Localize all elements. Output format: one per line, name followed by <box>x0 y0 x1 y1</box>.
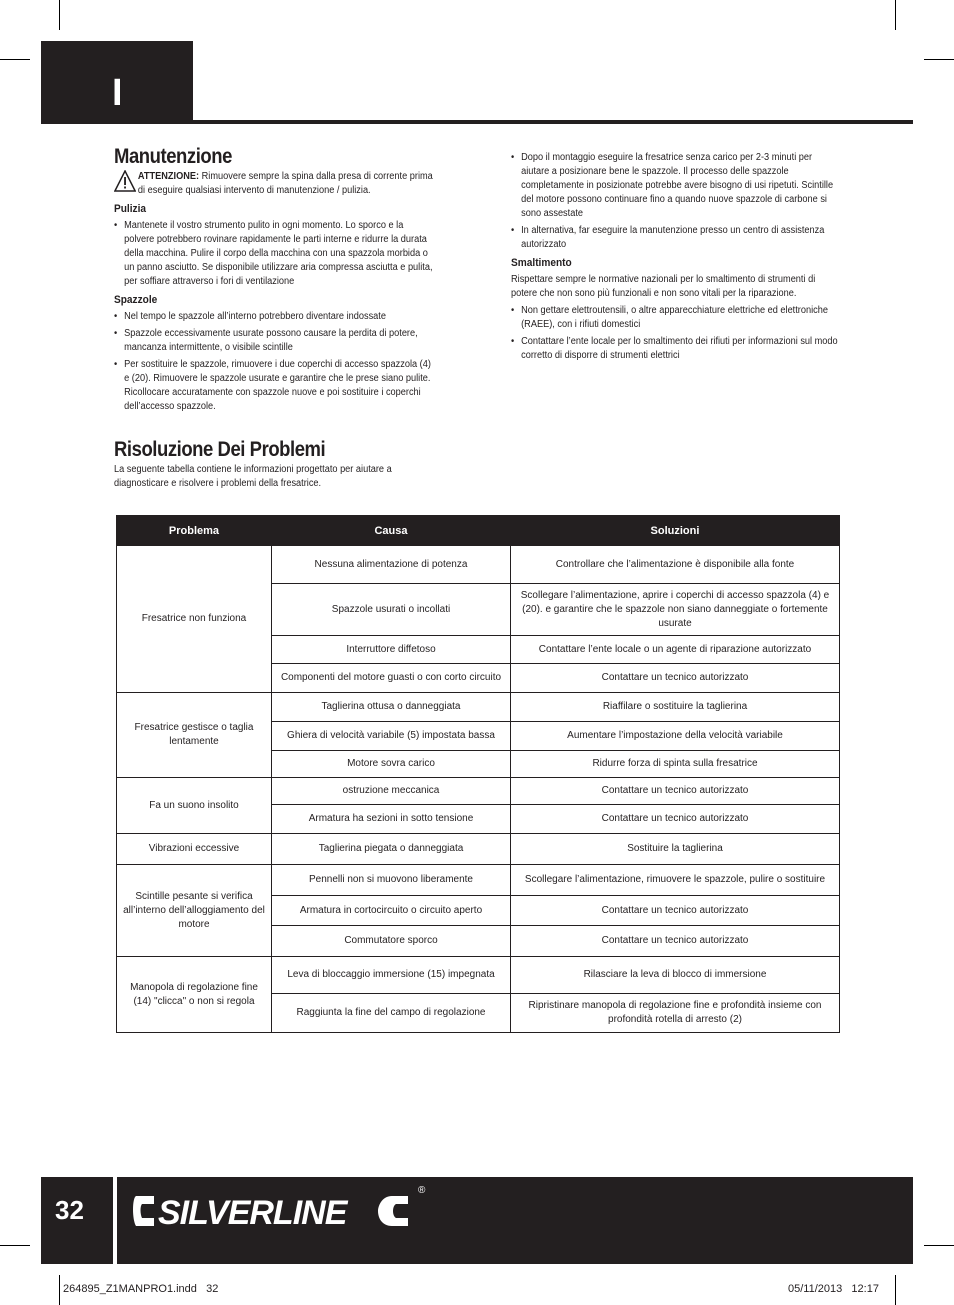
solution-cell: Contattare un tecnico autorizzato <box>511 778 840 805</box>
cause-cell: Nessuna alimentazione di potenza <box>272 546 511 584</box>
troubleshooting-table <box>116 515 840 1033</box>
crop-mark <box>924 59 954 60</box>
list-item: • In alternativa, far eseguire la manutenzione presso un centro di assistenza autorizzato <box>511 224 840 252</box>
table-row <box>117 778 840 805</box>
cause-cell: Ghiera di velocità variabile (5) impostata bassa <box>272 722 511 751</box>
cause-cell: Raggiunta la fine del campo di regolazione <box>272 994 511 1033</box>
table-row <box>117 546 840 584</box>
maintenance-left-column <box>114 145 436 417</box>
list-item: • Mantenete il vostro strumento pulito in ogni momento. Lo sporco e la polvere potrebbero rovinare rapidamente le parti interne e ridurre la durata della macchina. Pulire il corpo della macchina con una spazzola morbida o un panno asciutto. Se disponibile utilizzare aria compressa asciutta e pulita, per soffiare attraverso i fori di ventilazione <box>114 219 436 289</box>
solution-cell: Sostituire la taglierina <box>511 834 840 865</box>
warning-block <box>114 170 436 198</box>
warning-body: Rimuovere sempre la spina dalla presa di corrente prima di eseguire qualsiasi intervento di manutenzione / pulizia. <box>137 171 433 196</box>
cause-cell: Taglierina piegata o danneggiata <box>272 834 511 865</box>
troubleshooting-intro: La seguente tabella contiene le informazioni progettato per aiutare a diagnosticare e risolvere i problemi della fresatrice. <box>114 464 392 489</box>
maintenance-right-column <box>511 151 841 366</box>
solution-cell: Riaffilare o sostituire la taglierina <box>511 693 840 722</box>
problem-cell: Fresatrice gestisce o taglia lentamente <box>117 693 272 778</box>
print-file-info: 264895_Z1MANPRO1.indd 32 <box>63 1283 219 1295</box>
solution-cell: Contattare un tecnico autorizzato <box>511 926 840 957</box>
table-row <box>117 693 840 722</box>
brand-logo <box>130 1186 430 1236</box>
problem-cell: Vibrazioni eccessive <box>117 834 272 865</box>
cause-cell: Componenti del motore guasti o con corto circuito <box>272 664 511 693</box>
brushes-heading: Spazzole <box>114 294 158 306</box>
crop-mark <box>0 59 30 60</box>
page-number: 32 <box>55 1195 84 1225</box>
print-date-info: 05/11/2013 12:17 <box>788 1283 879 1295</box>
crop-mark <box>924 1245 954 1246</box>
column-header: Soluzioni <box>511 516 840 546</box>
solution-cell: Scollegare l’alimentazione, rimuovere le spazzole, pulire o sostituire <box>511 865 840 896</box>
solution-cell: Aumentare l’impostazione della velocità variabile <box>511 722 840 751</box>
cause-cell: Commutatore sporco <box>272 926 511 957</box>
list-item: • Non gettare elettroutensili, o altre apparecchiature elettriche ed elettroniche (RAEE), con i rifiuti domestici <box>511 304 840 332</box>
cause-cell: Leva di bloccaggio immersione (15) impegnata <box>272 957 511 994</box>
solution-cell: Rilasciare la leva di blocco di immersione <box>511 957 840 994</box>
problem-cell: Scintille pesante si verifica all’interno dell’alloggiamento del motore <box>117 865 272 957</box>
problem-cell: Fa un suono insolito <box>117 778 272 834</box>
cause-cell: Armatura ha sezioni in sotto tensione <box>272 805 511 834</box>
solution-cell: Ridurre forza di spinta sulla fresatrice <box>511 751 840 778</box>
registered-mark: ® <box>418 1185 426 1196</box>
language-letter: I <box>112 72 123 114</box>
list-item: • Contattare l’ente locale per lo smaltimento dei rifiuti per informazioni sul modo corretto di disporre di strumenti elettrici <box>511 335 840 363</box>
list-item: • Per sostituire le spazzole, rimuovere i due coperchi di accesso spazzola (4) e (20). Rimuovere le spazzole usurate e garantire che le prese siano pulite. Ricollocare accuratamente con spazzole nuove e poi sostituire i coperchi dell’accesso spazzole. <box>114 358 436 414</box>
table-row <box>117 957 840 994</box>
disposal-heading: Smaltimento <box>511 257 572 269</box>
cause-cell: Interruttore diffetoso <box>272 636 511 664</box>
list-item: • Dopo il montaggio eseguire la fresatrice senza carico per 2-3 minuti per aiutare a posizionare bene le spazzole. Il processo delle spazzole completamente in posizionate potrebbe avere bisogno di usi ripetuti. Scintille del motore possono continuare fino a quando nuove spazzole di carbone si sono assestate <box>511 151 840 221</box>
cause-cell: Armatura in cortocircuito o circuito aperto <box>272 896 511 926</box>
warning-text <box>138 170 436 198</box>
crop-mark <box>59 1275 60 1305</box>
crop-mark <box>59 0 60 30</box>
brand-logo-graphic <box>130 1186 430 1236</box>
list-item: • Nel tempo le spazzole all’interno potrebbero diventare indossate <box>114 310 436 324</box>
maintenance-title: Manutenzione <box>114 145 232 168</box>
problem-cell: Fresatrice non funziona <box>117 546 272 693</box>
cleaning-heading: Pulizia <box>114 203 147 215</box>
cause-cell: Taglierina ottusa o danneggiata <box>272 693 511 722</box>
brand-wordmark: SILVERLINE <box>158 1194 347 1232</box>
column-header: Causa <box>272 516 511 546</box>
crop-mark <box>895 1275 896 1305</box>
solution-cell: Ripristinare manopola di regolazione fine e profondità insieme con profondità rotella di arresto (2) <box>511 994 840 1033</box>
column-header: Problema <box>117 516 272 546</box>
list-item: • Spazzole eccessivamente usurate possono causare la perdita di potere, mancanza intermittente, o visibile scintille <box>114 327 436 355</box>
crop-mark <box>0 1245 30 1246</box>
solution-cell: Scollegare l’alimentazione, aprire i coperchi di accesso spazzola (4) e (20). e garantire che le spazzole non siano danneggiate o fortemente usurate <box>511 584 840 636</box>
warning-icon <box>114 170 138 197</box>
table-row <box>117 865 840 896</box>
troubleshooting-intro-block <box>114 438 444 491</box>
solution-cell: Contattare un tecnico autorizzato <box>511 805 840 834</box>
cleaning-section <box>114 202 436 414</box>
crop-mark <box>895 0 896 30</box>
table-header-row <box>117 516 840 546</box>
cause-cell: Pennelli non si muovono liberamente <box>272 865 511 896</box>
solution-cell: Controllare che l’alimentazione è disponibile alla fonte <box>511 546 840 584</box>
table-row <box>117 834 840 865</box>
disposal-text: Rispettare sempre le normative nazionali per lo smaltimento di strumenti di potere che non sono più funzionali e non sono vitali per la riparazione. <box>511 274 816 299</box>
footer-divider <box>113 1177 117 1264</box>
solution-cell: Contattare l’ente locale o un agente di riparazione autorizzato <box>511 636 840 664</box>
warning-label: ATTENZIONE: <box>137 171 200 182</box>
problem-cell: Manopola di regolazione fine (14) "clicca" o non si regola <box>117 957 272 1033</box>
header-rule <box>41 120 913 124</box>
troubleshooting-title: Risoluzione Dei Problemi <box>114 438 326 461</box>
solution-cell: Contattare un tecnico autorizzato <box>511 896 840 926</box>
cause-cell: Motore sovra carico <box>272 751 511 778</box>
solution-cell: Contattare un tecnico autorizzato <box>511 664 840 693</box>
cause-cell: Spazzole usurati o incollati <box>272 584 511 636</box>
cause-cell: ostruzione meccanica <box>272 778 511 805</box>
